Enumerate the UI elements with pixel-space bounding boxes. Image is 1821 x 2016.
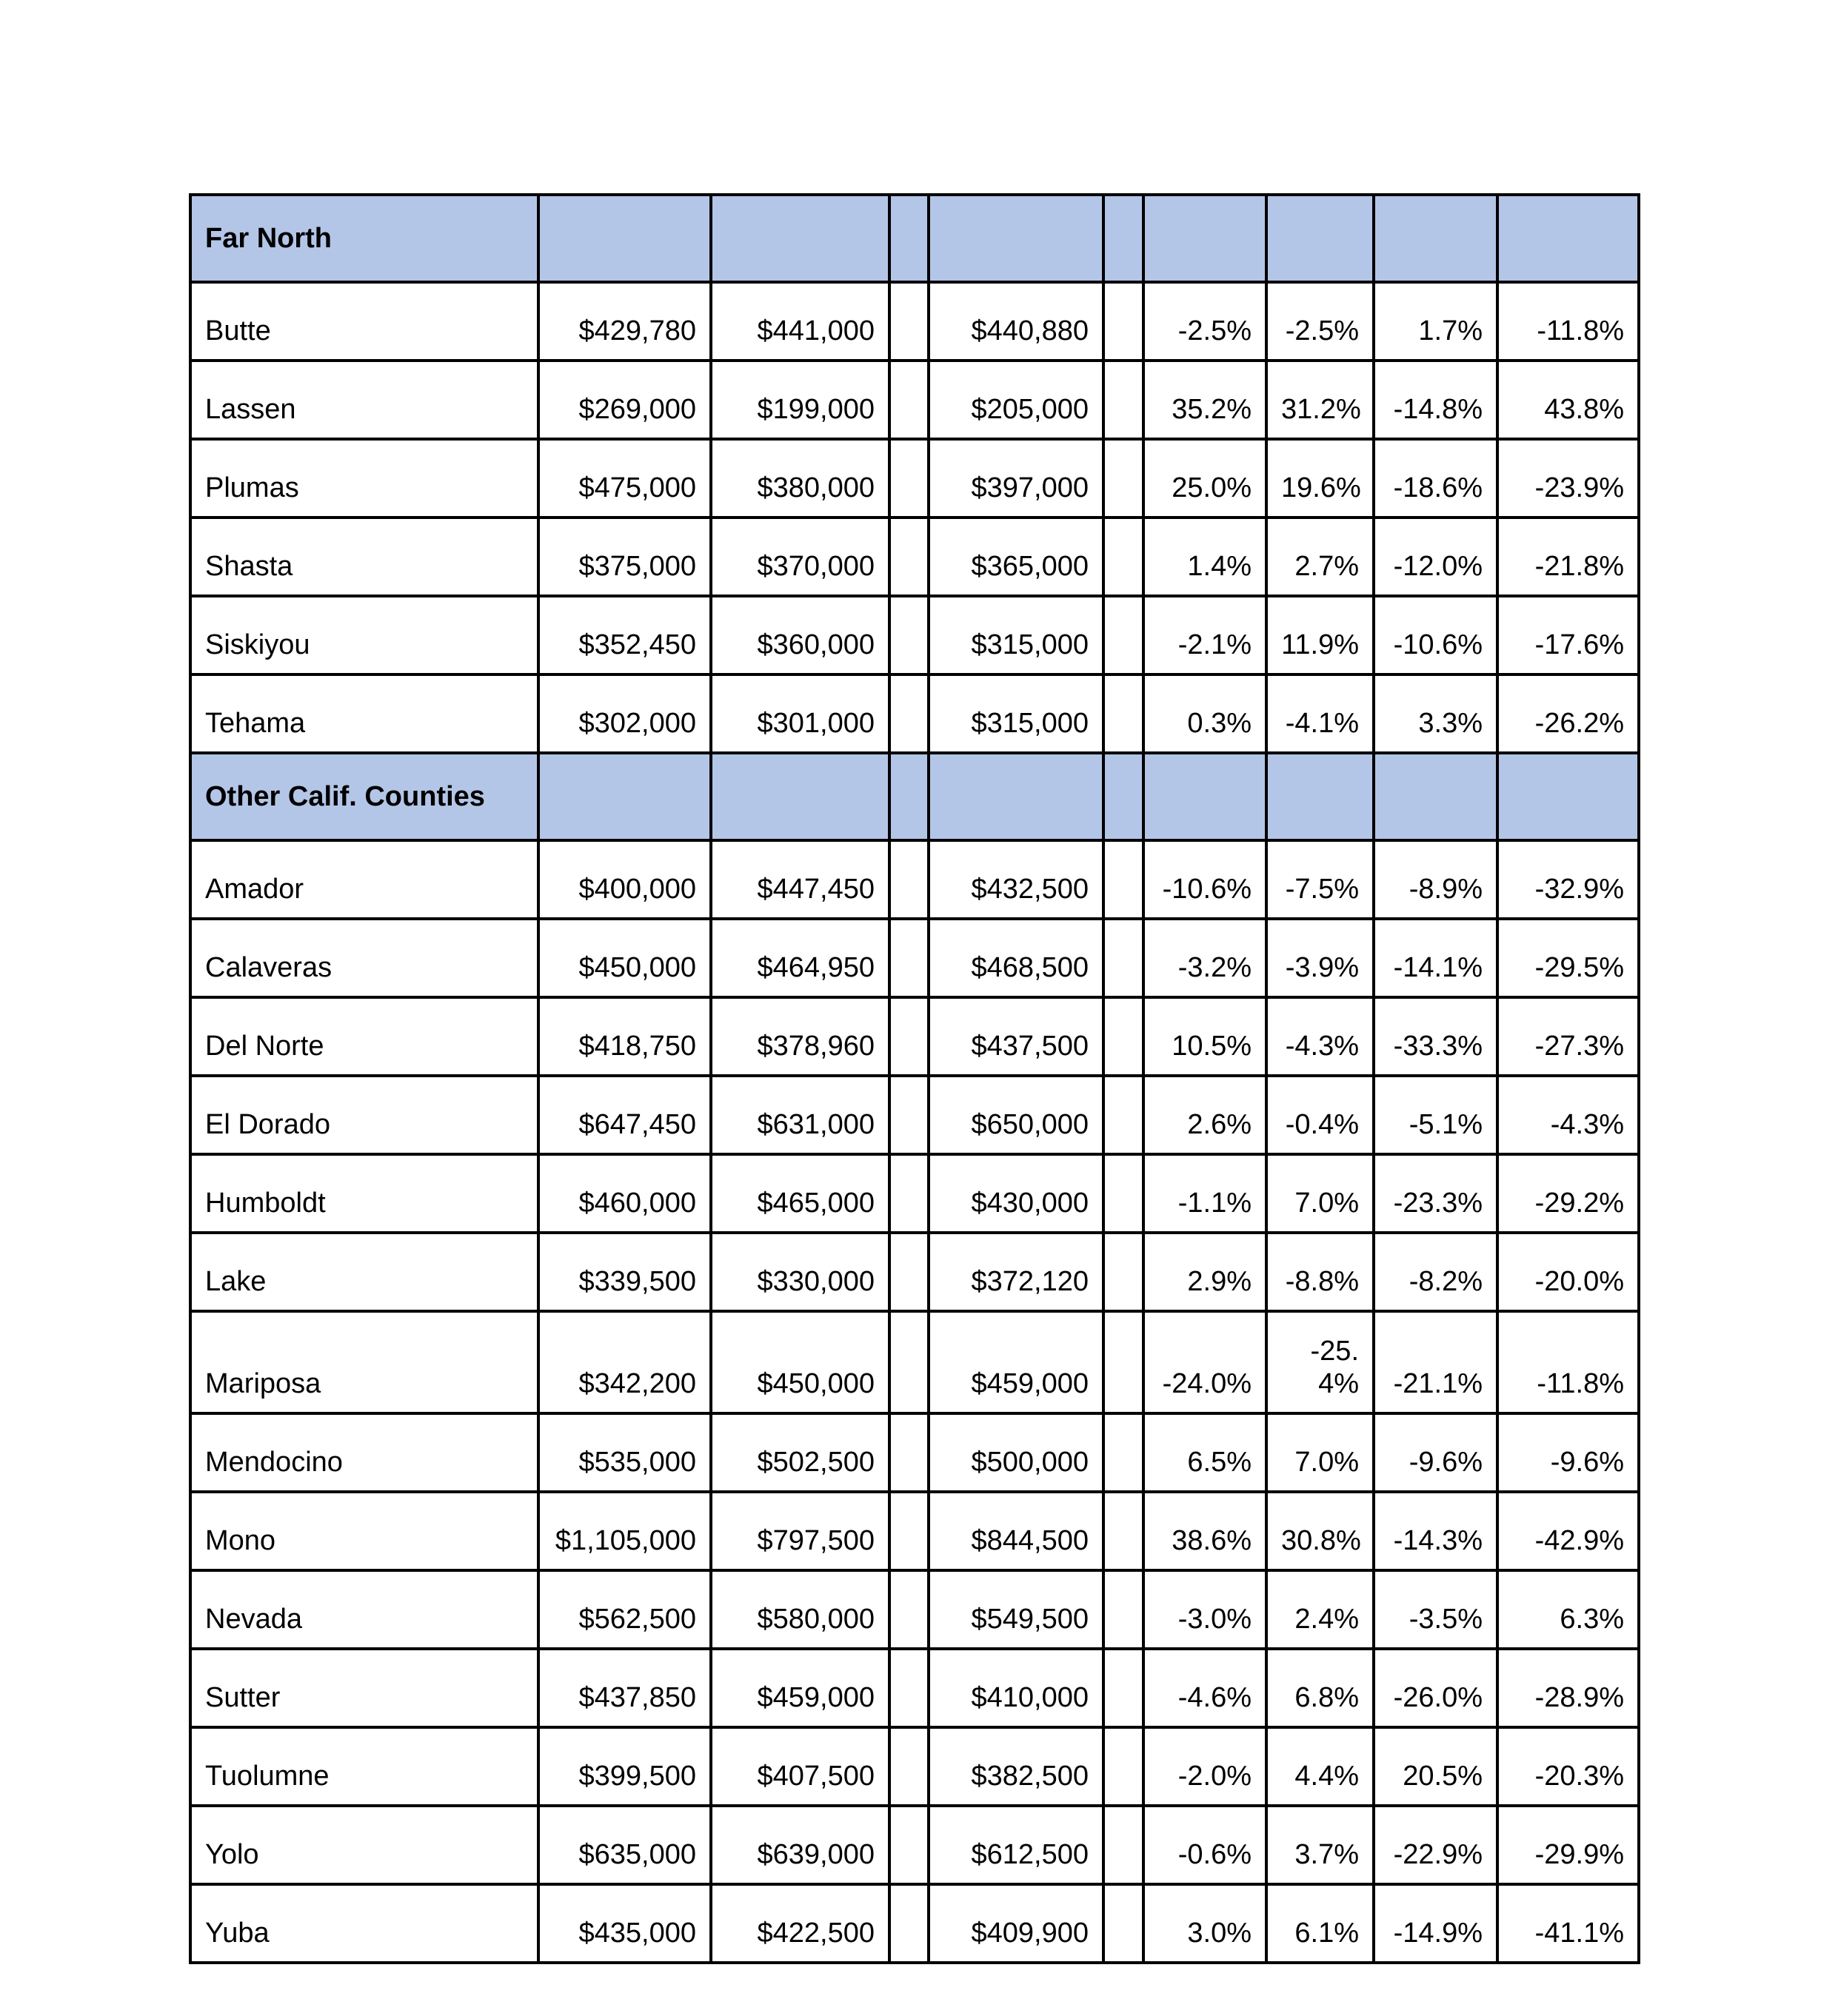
pct-cell-1: -4.6% [1143, 1649, 1266, 1727]
pct-cell-2: -8.8% [1266, 1233, 1374, 1311]
price-cell-1: $475,000 [538, 439, 711, 518]
pct-cell-2: 31.2% [1266, 361, 1374, 439]
table-row [190, 518, 1639, 596]
price-cell-2: $464,950 [711, 919, 889, 997]
spacer-cell [1103, 919, 1143, 997]
spacer-cell [889, 518, 929, 596]
price-cell-2: $330,000 [711, 1233, 889, 1311]
section-header-row [190, 195, 1639, 282]
price-cell-1: $460,000 [538, 1154, 711, 1233]
pct-cell-3: -22.9% [1374, 1806, 1497, 1884]
pct-cell-2: 30.8% [1266, 1492, 1374, 1570]
price-cell-2: $380,000 [711, 439, 889, 518]
county-name: Del Norte [190, 997, 538, 1076]
price-cell-3: $650,000 [929, 1076, 1103, 1154]
pct-cell-1: 38.6% [1143, 1492, 1266, 1570]
price-cell-1: $562,500 [538, 1570, 711, 1649]
section-header-cell [1103, 753, 1143, 840]
pct-cell-2: -4.1% [1266, 674, 1374, 753]
price-cell-2: $407,500 [711, 1727, 889, 1806]
pct-cell-2: -25.4% [1266, 1311, 1374, 1413]
spacer-cell [1103, 1413, 1143, 1492]
county-name: Tehama [190, 674, 538, 753]
table-row [190, 1311, 1639, 1413]
price-cell-2: $459,000 [711, 1649, 889, 1727]
pct-cell-3: -10.6% [1374, 596, 1497, 674]
table-row [190, 1492, 1639, 1570]
pct-cell-2: -4.3% [1266, 997, 1374, 1076]
pct-cell-4: -20.3% [1497, 1727, 1639, 1806]
county-name: Amador [190, 840, 538, 919]
county-price-table [189, 193, 1640, 1964]
pct-cell-1: 2.6% [1143, 1076, 1266, 1154]
pct-cell-4: -20.0% [1497, 1233, 1639, 1311]
price-cell-3: $437,500 [929, 997, 1103, 1076]
pct-cell-4: -23.9% [1497, 439, 1639, 518]
price-cell-2: $465,000 [711, 1154, 889, 1233]
price-cell-3: $468,500 [929, 919, 1103, 997]
section-header-cell [1374, 195, 1497, 282]
table-row [190, 361, 1639, 439]
table-row [190, 439, 1639, 518]
spacer-cell [1103, 1884, 1143, 1963]
section-header-cell [1266, 195, 1374, 282]
pct-cell-4: -41.1% [1497, 1884, 1639, 1963]
section-header-cell [538, 195, 711, 282]
section-header-cell [889, 195, 929, 282]
spacer-cell [1103, 1154, 1143, 1233]
table-row [190, 282, 1639, 361]
spacer-cell [1103, 1649, 1143, 1727]
price-cell-1: $647,450 [538, 1076, 711, 1154]
pct-cell-4: -4.3% [1497, 1076, 1639, 1154]
section-header-cell [1103, 195, 1143, 282]
table-row [190, 1570, 1639, 1649]
pct-cell-4: 6.3% [1497, 1570, 1639, 1649]
section-header-cell [1266, 753, 1374, 840]
price-cell-1: $435,000 [538, 1884, 711, 1963]
spacer-cell [1103, 1727, 1143, 1806]
pct-cell-3: -3.5% [1374, 1570, 1497, 1649]
section-title: Other Calif. Counties [190, 753, 538, 840]
price-cell-2: $370,000 [711, 518, 889, 596]
table-row [190, 840, 1639, 919]
price-cell-1: $437,850 [538, 1649, 711, 1727]
price-cell-3: $397,000 [929, 439, 1103, 518]
price-cell-3: $440,880 [929, 282, 1103, 361]
pct-cell-3: -26.0% [1374, 1649, 1497, 1727]
spacer-cell [1103, 840, 1143, 919]
county-name: Mariposa [190, 1311, 538, 1413]
pct-cell-4: -27.3% [1497, 997, 1639, 1076]
county-name: Mono [190, 1492, 538, 1570]
county-name: Sutter [190, 1649, 538, 1727]
spacer-cell [1103, 997, 1143, 1076]
pct-cell-3: 20.5% [1374, 1727, 1497, 1806]
pct-cell-1: -24.0% [1143, 1311, 1266, 1413]
price-cell-1: $339,500 [538, 1233, 711, 1311]
pct-cell-2: -3.9% [1266, 919, 1374, 997]
pct-cell-1: 0.3% [1143, 674, 1266, 753]
pct-cell-4: -42.9% [1497, 1492, 1639, 1570]
section-header-cell [711, 195, 889, 282]
pct-cell-2: 6.8% [1266, 1649, 1374, 1727]
table-row [190, 1154, 1639, 1233]
pct-cell-2: 3.7% [1266, 1806, 1374, 1884]
county-name: Butte [190, 282, 538, 361]
pct-cell-1: 2.9% [1143, 1233, 1266, 1311]
pct-cell-1: 3.0% [1143, 1884, 1266, 1963]
county-name: Mendocino [190, 1413, 538, 1492]
pct-cell-4: 43.8% [1497, 361, 1639, 439]
pct-cell-3: -9.6% [1374, 1413, 1497, 1492]
pct-cell-2: 4.4% [1266, 1727, 1374, 1806]
spacer-cell [1103, 282, 1143, 361]
price-cell-2: $199,000 [711, 361, 889, 439]
price-cell-1: $418,750 [538, 997, 711, 1076]
price-cell-3: $549,500 [929, 1570, 1103, 1649]
county-name: Siskiyou [190, 596, 538, 674]
spacer-cell [1103, 1076, 1143, 1154]
price-cell-3: $315,000 [929, 674, 1103, 753]
pct-cell-2: 7.0% [1266, 1154, 1374, 1233]
section-header-cell [889, 753, 929, 840]
section-header-row [190, 753, 1639, 840]
county-name: Yuba [190, 1884, 538, 1963]
pct-cell-2: -7.5% [1266, 840, 1374, 919]
price-cell-3: $844,500 [929, 1492, 1103, 1570]
pct-cell-1: -2.0% [1143, 1727, 1266, 1806]
pct-cell-4: -26.2% [1497, 674, 1639, 753]
section-title: Far North [190, 195, 538, 282]
pct-cell-2: 11.9% [1266, 596, 1374, 674]
spacer-cell [889, 1413, 929, 1492]
pct-cell-2: 6.1% [1266, 1884, 1374, 1963]
table-row [190, 674, 1639, 753]
pct-cell-1: -3.2% [1143, 919, 1266, 997]
pct-cell-1: 10.5% [1143, 997, 1266, 1076]
pct-cell-1: -2.5% [1143, 282, 1266, 361]
price-cell-3: $410,000 [929, 1649, 1103, 1727]
spacer-cell [1103, 518, 1143, 596]
price-cell-2: $450,000 [711, 1311, 889, 1413]
pct-cell-4: -17.6% [1497, 596, 1639, 674]
price-cell-2: $639,000 [711, 1806, 889, 1884]
pct-cell-4: -28.9% [1497, 1649, 1639, 1727]
pct-cell-1: 35.2% [1143, 361, 1266, 439]
price-cell-2: $580,000 [711, 1570, 889, 1649]
table-row [190, 596, 1639, 674]
pct-cell-3: -23.3% [1374, 1154, 1497, 1233]
table-row [190, 1076, 1639, 1154]
price-cell-2: $502,500 [711, 1413, 889, 1492]
spacer-cell [1103, 674, 1143, 753]
price-cell-2: $631,000 [711, 1076, 889, 1154]
section-header-cell [1497, 753, 1639, 840]
table-body [190, 195, 1639, 1963]
price-cell-3: $612,500 [929, 1806, 1103, 1884]
pct-cell-3: -5.1% [1374, 1076, 1497, 1154]
table-row [190, 919, 1639, 997]
pct-cell-1: -2.1% [1143, 596, 1266, 674]
pct-cell-3: 1.7% [1374, 282, 1497, 361]
spacer-cell [889, 1233, 929, 1311]
spacer-cell [889, 674, 929, 753]
spacer-cell [889, 1649, 929, 1727]
county-name: Calaveras [190, 919, 538, 997]
pct-cell-2: -0.4% [1266, 1076, 1374, 1154]
spacer-cell [1103, 596, 1143, 674]
spacer-cell [889, 919, 929, 997]
price-cell-3: $500,000 [929, 1413, 1103, 1492]
pct-cell-4: -9.6% [1497, 1413, 1639, 1492]
price-cell-3: $205,000 [929, 361, 1103, 439]
section-header-cell [929, 195, 1103, 282]
section-header-cell [538, 753, 711, 840]
spacer-cell [889, 596, 929, 674]
county-name: Plumas [190, 439, 538, 518]
pct-cell-2: -2.5% [1266, 282, 1374, 361]
price-cell-2: $447,450 [711, 840, 889, 919]
pct-cell-3: -14.9% [1374, 1884, 1497, 1963]
pct-cell-1: 6.5% [1143, 1413, 1266, 1492]
section-header-cell [1374, 753, 1497, 840]
spacer-cell [889, 1727, 929, 1806]
pct-cell-1: -0.6% [1143, 1806, 1266, 1884]
pct-cell-2: 2.4% [1266, 1570, 1374, 1649]
section-header-cell [1143, 753, 1266, 840]
price-cell-1: $352,450 [538, 596, 711, 674]
pct-cell-4: -21.8% [1497, 518, 1639, 596]
price-cell-2: $378,960 [711, 997, 889, 1076]
pct-cell-4: -11.8% [1497, 282, 1639, 361]
price-cell-1: $635,000 [538, 1806, 711, 1884]
pct-cell-1: 1.4% [1143, 518, 1266, 596]
table-row [190, 1649, 1639, 1727]
spacer-cell [889, 1570, 929, 1649]
spacer-cell [1103, 1492, 1143, 1570]
pct-cell-2: 7.0% [1266, 1413, 1374, 1492]
pct-cell-3: -18.6% [1374, 439, 1497, 518]
pct-cell-3: -12.0% [1374, 518, 1497, 596]
spacer-cell [889, 1492, 929, 1570]
spacer-cell [1103, 439, 1143, 518]
price-cell-2: $360,000 [711, 596, 889, 674]
price-cell-1: $269,000 [538, 361, 711, 439]
price-cell-1: $535,000 [538, 1413, 711, 1492]
pct-cell-3: -14.1% [1374, 919, 1497, 997]
spacer-cell [889, 1154, 929, 1233]
spacer-cell [889, 1884, 929, 1963]
price-cell-2: $301,000 [711, 674, 889, 753]
county-name: Shasta [190, 518, 538, 596]
section-header-cell [929, 753, 1103, 840]
section-header-cell [1497, 195, 1639, 282]
pct-cell-3: 3.3% [1374, 674, 1497, 753]
pct-cell-1: -1.1% [1143, 1154, 1266, 1233]
pct-cell-1: -10.6% [1143, 840, 1266, 919]
pct-cell-1: 25.0% [1143, 439, 1266, 518]
price-cell-3: $432,500 [929, 840, 1103, 919]
spacer-cell [889, 361, 929, 439]
spacer-cell [1103, 1311, 1143, 1413]
pct-cell-1: -3.0% [1143, 1570, 1266, 1649]
spacer-cell [889, 282, 929, 361]
price-cell-3: $409,900 [929, 1884, 1103, 1963]
spacer-cell [1103, 361, 1143, 439]
county-name: Lassen [190, 361, 538, 439]
spacer-cell [889, 1311, 929, 1413]
spacer-cell [1103, 1233, 1143, 1311]
price-cell-3: $430,000 [929, 1154, 1103, 1233]
price-cell-1: $342,200 [538, 1311, 711, 1413]
spacer-cell [889, 1806, 929, 1884]
table-row [190, 1413, 1639, 1492]
price-cell-1: $375,000 [538, 518, 711, 596]
county-name: Yolo [190, 1806, 538, 1884]
county-name: Lake [190, 1233, 538, 1311]
price-cell-1: $400,000 [538, 840, 711, 919]
table-row [190, 1884, 1639, 1963]
county-name: El Dorado [190, 1076, 538, 1154]
pct-cell-3: -14.3% [1374, 1492, 1497, 1570]
price-cell-2: $797,500 [711, 1492, 889, 1570]
price-cell-1: $1,105,000 [538, 1492, 711, 1570]
price-cell-3: $459,000 [929, 1311, 1103, 1413]
table-row [190, 997, 1639, 1076]
price-cell-1: $399,500 [538, 1727, 711, 1806]
pct-cell-4: -32.9% [1497, 840, 1639, 919]
price-cell-3: $315,000 [929, 596, 1103, 674]
pct-cell-4: -29.2% [1497, 1154, 1639, 1233]
pct-cell-4: -29.9% [1497, 1806, 1639, 1884]
pct-cell-3: -8.2% [1374, 1233, 1497, 1311]
spacer-cell [1103, 1570, 1143, 1649]
spacer-cell [889, 840, 929, 919]
price-cell-1: $429,780 [538, 282, 711, 361]
price-cell-2: $441,000 [711, 282, 889, 361]
table-row [190, 1233, 1639, 1311]
pct-cell-4: -11.8% [1497, 1311, 1639, 1413]
section-header-cell [1143, 195, 1266, 282]
pct-cell-3: -14.8% [1374, 361, 1497, 439]
price-cell-1: $302,000 [538, 674, 711, 753]
pct-cell-3: -8.9% [1374, 840, 1497, 919]
pct-cell-3: -21.1% [1374, 1311, 1497, 1413]
pct-cell-2: 2.7% [1266, 518, 1374, 596]
table-row [190, 1806, 1639, 1884]
pct-cell-3: -33.3% [1374, 997, 1497, 1076]
price-cell-3: $382,500 [929, 1727, 1103, 1806]
pct-cell-4: -29.5% [1497, 919, 1639, 997]
county-name: Tuolumne [190, 1727, 538, 1806]
spacer-cell [1103, 1806, 1143, 1884]
section-header-cell [711, 753, 889, 840]
price-cell-1: $450,000 [538, 919, 711, 997]
county-name: Humboldt [190, 1154, 538, 1233]
spacer-cell [889, 1076, 929, 1154]
spacer-cell [889, 997, 929, 1076]
table-row [190, 1727, 1639, 1806]
county-name: Nevada [190, 1570, 538, 1649]
price-cell-3: $372,120 [929, 1233, 1103, 1311]
price-cell-2: $422,500 [711, 1884, 889, 1963]
pct-cell-2: 19.6% [1266, 439, 1374, 518]
price-cell-3: $365,000 [929, 518, 1103, 596]
spacer-cell [889, 439, 929, 518]
